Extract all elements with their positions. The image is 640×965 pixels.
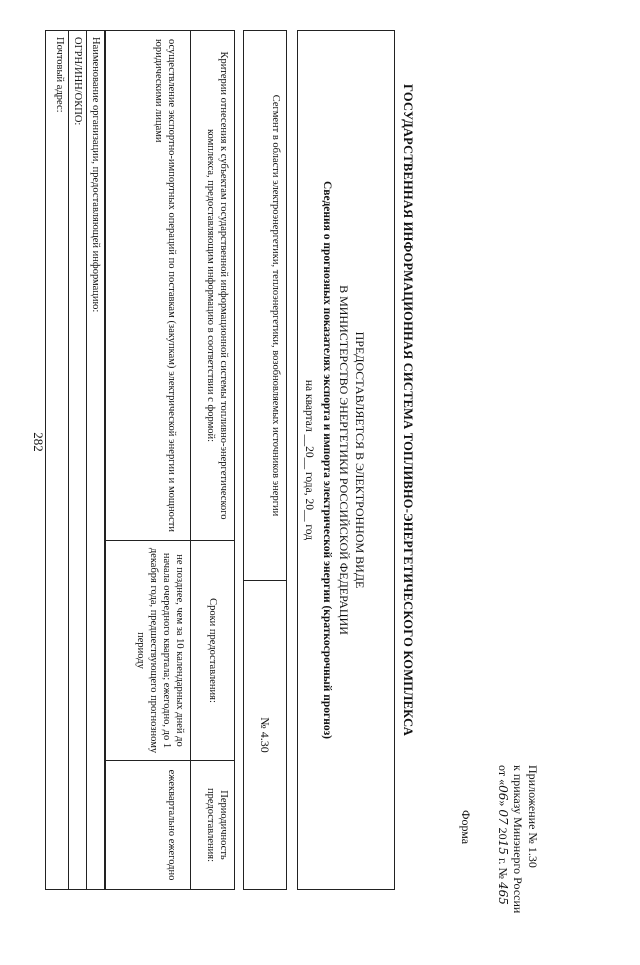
- criteria-column: [106, 31, 234, 541]
- deadline-column: [106, 541, 234, 761]
- criteria-body: осуществление экспортно-импортных операций по поставкам (закупкам) электрической энергии и мощности юридическими лицами: [153, 39, 177, 532]
- periodicity-header: Периодичность предоставления:: [190, 761, 234, 889]
- periodicity-body: ежеквартально ежегодно: [166, 769, 177, 881]
- appendix-header: [495, 765, 540, 965]
- criteria-table: [105, 30, 235, 890]
- info-title: Сведения о прогнозных показателях экспорта и импорта электрической энергии (краткосрочный прогноз): [321, 180, 333, 740]
- page-number: 282: [31, 432, 46, 452]
- appendix-line-1: Приложение № 1.30: [526, 765, 540, 868]
- appendix-line-3: от «06» 07 2015 г. № 465: [496, 765, 510, 905]
- appendix-line-2: к приказу Минэнерго России: [511, 765, 525, 914]
- deadline-body: не позднее, чем за 10 календарных дней до начала очередного квартала; ежегодно, до 1 декабря года, предшествующего прогнозному периоду: [135, 547, 185, 754]
- org-name-field: Наименование организации, предоставляющей информацию:: [86, 31, 104, 889]
- segment-label: Сегмент в области электроэнергетики, теплоэнергетики, возобновляемых источников энергии: [244, 31, 286, 581]
- postal-address-field: Почтовый адрес:: [54, 37, 65, 113]
- segment-code: № 4.30: [258, 717, 273, 753]
- electronic-line-2: В МИНИСТЕРСТВО ЭНЕРГЕТИКИ РОССИЙСКОЙ ФЕДЕРАЦИИ: [337, 285, 351, 635]
- criteria-header: Критерии отнесения к субъектам государственной информационной системы топливно-энергетического комплекса, предоставляющим информацию в соответствии с формой:: [190, 31, 234, 540]
- electronic-line-1: ПРЕДОСТАВЛЯЕТСЯ В ЭЛЕКТРОННОМ ВИДЕ: [353, 331, 367, 589]
- page-title: ГОСУДАРСТВЕННАЯ ИНФОРМАЦИОННАЯ СИСТЕМА ТОПЛИВНО-ЭНЕРГЕТИЧЕСКОГО КОМПЛЕКСА: [401, 84, 415, 736]
- deadline-header: Сроки предоставления:: [190, 541, 234, 760]
- info-period: на квартал __20__ года, 20__ год: [303, 379, 315, 541]
- order-year: 15: [496, 839, 510, 855]
- organization-block: [45, 30, 105, 890]
- order-month: 07: [496, 809, 510, 825]
- periodicity-column: [106, 761, 234, 889]
- segment-table: [243, 30, 287, 890]
- ogrn-field: ОГРН/ИНН/ОКПО:: [68, 31, 86, 889]
- document-sheet: [30, 10, 605, 914]
- form-label: Форма: [459, 810, 473, 845]
- order-day: 06: [496, 785, 510, 801]
- order-number: 465: [496, 881, 510, 905]
